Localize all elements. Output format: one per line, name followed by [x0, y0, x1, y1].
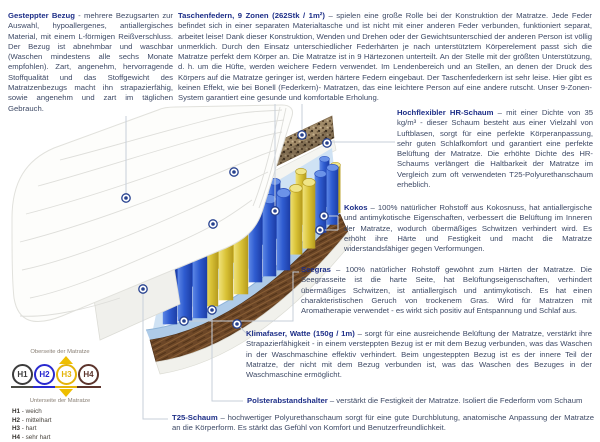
heading-seegras: Seegras — [301, 265, 331, 274]
body-polsterabstandshalter: – verstärkt die Festigkeit der Matratze. Isoliert die Federform vom Schaum — [327, 396, 583, 405]
hardness-scale — [0, 344, 120, 442]
hardness-underline-h4 — [77, 386, 101, 388]
paragraph-klimafaser — [246, 329, 592, 380]
marker-kokos-bottom-b — [316, 226, 324, 234]
marker-springs — [271, 207, 279, 215]
body-seegras: – 100% natürlicher Rohstoff gewöhnt zum Härten der Matratze. Die Seegrasseite ist die harte Seite, hat Belüftungseigenschaften, verhindert übermäßiges Schwitzen, ist antiallergisch und antimykotisch. Es hat einen charakteristischen Geruch von trockenem Gras. Wird für Matratzen mit Aromatherapie verwendet - es wirkt sich positiv auf Entspannung und Schlaf aus. — [301, 265, 592, 316]
legend-item-h4 — [12, 434, 52, 442]
paragraph-t25-schaum — [172, 413, 594, 434]
paragraph-gesteppter-bezug — [8, 11, 173, 114]
body-kokos: – 100% natürlicher Rohstoff aus Kokosnuss, hat antiallergische und antimykotische Eigenschaften, verbessert die Belüftung im Inneren der Matratze, wodurch übermäßiges Schwitzen verhindert wird. Es erhöht ihre Härte und Festigkeit und macht die Matratze widerstandsfähiger gegen Verformungen. — [344, 203, 592, 254]
hardness-legend — [12, 408, 52, 442]
marker-polsterabstandshalter — [208, 306, 216, 314]
body-gesteppter-bezug: - mehrere Bezugsarten zur Auswahl, hypoallergenes, antiallergisches Material, mit einem L-förmigen Reißverschluss. Der Bezug ist abnehmbar und waschbar (Waschen mindestens alle sechs Monate empfohlen). Zart, angenehm, hervorragende Stoffqualität und das Stoffgewicht des Matratzenbezugs macht ihn strapazierfähig, sowie angenehm und zart im täglichen Gebrauch. — [8, 11, 173, 113]
legend-h3-code: H3 — [12, 425, 21, 433]
legend-h2-code: H2 — [12, 416, 21, 424]
legend-item-h3 — [12, 425, 52, 434]
hardness-underline-h2 — [33, 386, 55, 388]
heading-klimafaser: Klimafaser, Watte (150g / 1m) — [246, 329, 355, 338]
marker-cover — [122, 194, 130, 202]
marker-hr-foam — [323, 139, 331, 147]
hardness-top-label: Oberseite der Matratze — [30, 349, 90, 355]
legend-h4-code: H4 — [12, 433, 21, 441]
heading-gesteppter-bezug: Gesteppter Bezug — [8, 11, 75, 20]
body-t25-schaum: – hochwertiger Polyurethanschaum sorgt für eine gute Durchblutung, anatomische Anpassung der Matratze an die Körperform. Es stärkt das Gefühl von Komfort und Benutzerfreundlichkeit. — [172, 413, 594, 433]
heading-polsterabstandshalter: Polsterabstandshalter — [247, 396, 328, 405]
legend-h1-text: - weich — [20, 408, 42, 415]
heading-taschenfedern: Taschenfedern, 9 Zonen (262Stk / 1m²) — [178, 11, 325, 20]
legend-h2-text: - mittelhart — [20, 416, 52, 424]
heading-t25-schaum: T25-Schaum — [172, 413, 218, 422]
marker-kokos-bottom-a — [320, 212, 328, 220]
hardness-down-arrow-icon — [59, 389, 73, 397]
legend-item-h1 — [12, 408, 52, 417]
paragraph-seegras — [301, 265, 592, 316]
paragraph-kokos — [344, 203, 592, 254]
body-klimafaser: – sorgt für eine ausreichende Belüftung der Matratze, verstärkt ihre Strapazierfähigkeit - in einem versteppten Bezug ist er mit dem Bezug verbunden, was das Waschen in der Waschmaschine effektiv verhindert. Beim ungesteppten Bezug ist es der innere Teil der Matratze, der nicht mit dem Bezug verbunden ist, was das Waschen des Bezuges in der Waschmaschine ermöglicht. — [246, 329, 592, 380]
hardness-underline-h1 — [11, 386, 33, 388]
paragraph-taschenfedern — [178, 11, 592, 104]
hardness-h3-selected: H3 — [56, 364, 77, 385]
hardness-h4: H4 — [78, 364, 99, 385]
legend-h1-code: H1 — [12, 408, 21, 415]
hardness-h2: H2 — [34, 364, 55, 385]
marker-t25-schaum — [139, 285, 147, 293]
paragraph-polsterabstandshalter — [247, 396, 597, 406]
hardness-h1: H1 — [12, 364, 33, 385]
hardness-up-arrow-icon — [59, 356, 73, 364]
body-taschenfedern: – spielen eine große Rolle bei der Konstruktion der Matratze. Jede Feder befindet sich in einer separaten Materialtasche und ist nicht mit einer anderen Feder verbunden, funktioniert separat, arbeitet leise! Dank dieser Konstruktion, Wenden und Drehen oder der Gewichtsunterschied der anderen Person ist völlig unmerklich. Durch den Einsatz unterschiedlicher Federhärten je nach unterstütztem Körperelement passt sich die Matratze perfekt dem Körper an. Die Matratze ist in 9 Härtezonen unterteilt. An der Stelle mit der größten Unterstützung, d. h. um die Hüfte, werden weichere Federn verwendet. Im Lendenbereich und an Stellen, an denen der Druck des Körpers auf die Matratze geringer ist, werden härtere Federn eingebaut. Der Taschenfederkern ist sehr leise. Hier gibt es keinen Effekt, wie bei Bonell (Federkern)- Matratzen, das eine leichtere Person auf eine andere rutscht. Unser 9-Zonen-System garantiert eine gesunde und komfortable Erholung. — [178, 11, 592, 103]
legend-h3-text: - hart — [20, 425, 37, 433]
body-hr-schaum: – mit einer Dichte von 35 kg/m³ - dieser Schaum besteht aus einer Vielzahl von Luftblasen, sorgt für eine perfekte Körperanpassung, sehr guten Schlafkomfort und garantiert eine perfekte Belüftung der Matratze. Die erhöhte Dichte des HR-Schaums verlängert die Haltbarkeit der Matratze im Vergleich zum oft verwendeten T25-Polyurethanschaum erheblich. — [397, 108, 593, 190]
hardness-bottom-label: Unterseite der Matratze — [29, 398, 91, 404]
marker-kokos-top — [230, 168, 238, 176]
marker-kokos-top-right — [298, 131, 306, 139]
hardness-underline-h3 — [55, 386, 77, 388]
heading-hr-schaum: Hochflexibler HR-Schaum — [397, 108, 494, 117]
marker-klimafaser — [233, 320, 241, 328]
legend-item-h2 — [12, 417, 52, 426]
marker-springs-left — [209, 220, 217, 228]
heading-kokos: Kokos — [344, 203, 368, 212]
marker-seegras — [180, 317, 188, 325]
legend-h4-text: - sehr hart — [20, 433, 51, 441]
paragraph-hr-schaum — [397, 108, 593, 190]
